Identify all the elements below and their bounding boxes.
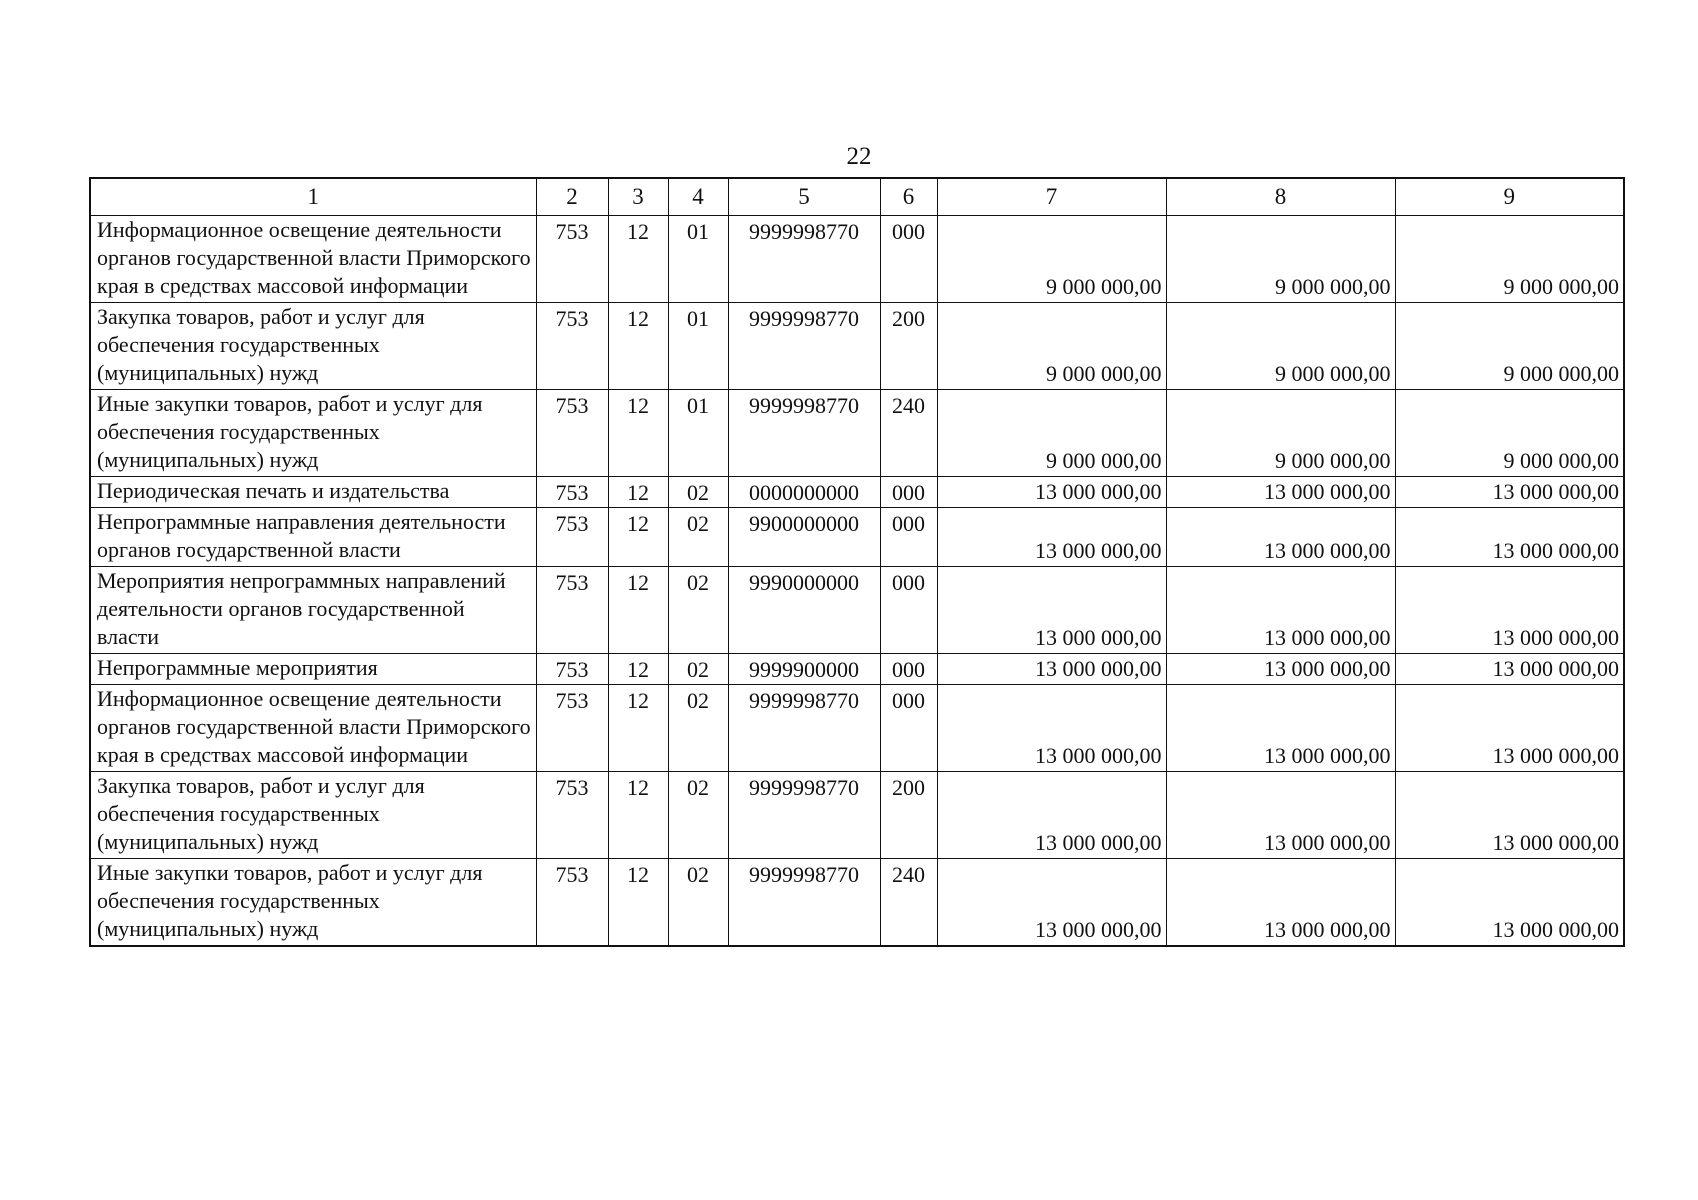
item-name-cell: Закупка товаров, работ и услуг для обеспечения государственных (муниципальных) нужд xyxy=(90,303,536,390)
amount-col8-cell: 9 000 000,00 xyxy=(1166,216,1395,303)
col3-cell: 12 xyxy=(608,772,668,859)
amount-col9-cell: 13 000 000,00 xyxy=(1395,654,1624,685)
col4-cell: 02 xyxy=(668,654,728,685)
header-cell-1: 1 xyxy=(90,178,536,216)
col4-cell: 01 xyxy=(668,303,728,390)
amount-col8-cell: 13 000 000,00 xyxy=(1166,654,1395,685)
col5-cell: 9999998770 xyxy=(728,303,880,390)
amount-col9-cell: 13 000 000,00 xyxy=(1395,772,1624,859)
col5-cell: 9900000000 xyxy=(728,508,880,567)
amount-col8-cell: 13 000 000,00 xyxy=(1166,477,1395,508)
amount-col8-cell: 9 000 000,00 xyxy=(1166,303,1395,390)
col2-cell: 753 xyxy=(536,772,608,859)
amount-col9-cell: 13 000 000,00 xyxy=(1395,859,1624,947)
table-row xyxy=(90,772,1624,859)
col6-cell: 000 xyxy=(880,216,937,303)
item-name-cell: Непрограммные направления деятельности органов государственной власти xyxy=(90,508,536,567)
col3-cell: 12 xyxy=(608,654,668,685)
col6-cell: 240 xyxy=(880,390,937,477)
amount-col7-cell: 13 000 000,00 xyxy=(937,567,1166,654)
col3-cell: 12 xyxy=(608,303,668,390)
col2-cell: 753 xyxy=(536,508,608,567)
col2-cell: 753 xyxy=(536,303,608,390)
col4-cell: 02 xyxy=(668,567,728,654)
amount-col9-cell: 13 000 000,00 xyxy=(1395,567,1624,654)
col2-cell: 753 xyxy=(536,859,608,947)
col5-cell: 9999998770 xyxy=(728,216,880,303)
col6-cell: 200 xyxy=(880,772,937,859)
amount-col9-cell: 9 000 000,00 xyxy=(1395,216,1624,303)
col3-cell: 12 xyxy=(608,508,668,567)
col5-cell: 9999998770 xyxy=(728,772,880,859)
header-cell-4: 4 xyxy=(668,178,728,216)
item-name-cell: Периодическая печать и издательства xyxy=(90,477,536,508)
header-cell-6: 6 xyxy=(880,178,937,216)
col4-cell: 02 xyxy=(668,772,728,859)
item-name-cell: Непрограммные мероприятия xyxy=(90,654,536,685)
amount-col7-cell: 13 000 000,00 xyxy=(937,685,1166,772)
amount-col8-cell: 9 000 000,00 xyxy=(1166,390,1395,477)
amount-col8-cell: 13 000 000,00 xyxy=(1166,772,1395,859)
amount-col7-cell: 13 000 000,00 xyxy=(937,859,1166,947)
table-row xyxy=(90,508,1624,567)
header-cell-3: 3 xyxy=(608,178,668,216)
col6-cell: 000 xyxy=(880,477,937,508)
item-name-cell: Информационное освещение деятельности органов государственной власти Приморского края в средствах массовой информации xyxy=(90,685,536,772)
amount-col9-cell: 13 000 000,00 xyxy=(1395,508,1624,567)
col6-cell: 000 xyxy=(880,508,937,567)
table-row xyxy=(90,567,1624,654)
amount-col7-cell: 9 000 000,00 xyxy=(937,216,1166,303)
item-name-cell: Иные закупки товаров, работ и услуг для обеспечения государственных (муниципальных) нужд xyxy=(90,390,536,477)
amount-col8-cell: 13 000 000,00 xyxy=(1166,567,1395,654)
amount-col7-cell: 13 000 000,00 xyxy=(937,772,1166,859)
col5-cell: 9999998770 xyxy=(728,859,880,947)
col2-cell: 753 xyxy=(536,390,608,477)
col6-cell: 000 xyxy=(880,654,937,685)
amount-col7-cell: 13 000 000,00 xyxy=(937,508,1166,567)
col4-cell: 02 xyxy=(668,685,728,772)
col3-cell: 12 xyxy=(608,477,668,508)
amount-col9-cell: 13 000 000,00 xyxy=(1395,685,1624,772)
col2-cell: 753 xyxy=(536,685,608,772)
col6-cell: 240 xyxy=(880,859,937,947)
table-row xyxy=(90,859,1624,947)
header-cell-7: 7 xyxy=(937,178,1166,216)
col2-cell: 753 xyxy=(536,477,608,508)
table-header-row xyxy=(90,178,1624,216)
amount-col7-cell: 13 000 000,00 xyxy=(937,477,1166,508)
amount-col7-cell: 9 000 000,00 xyxy=(937,303,1166,390)
amount-col9-cell: 13 000 000,00 xyxy=(1395,477,1624,508)
amount-col9-cell: 9 000 000,00 xyxy=(1395,390,1624,477)
col4-cell: 02 xyxy=(668,477,728,508)
col4-cell: 01 xyxy=(668,390,728,477)
col4-cell: 01 xyxy=(668,216,728,303)
amount-col8-cell: 13 000 000,00 xyxy=(1166,685,1395,772)
col5-cell: 0000000000 xyxy=(728,477,880,508)
amount-col9-cell: 9 000 000,00 xyxy=(1395,303,1624,390)
col5-cell: 9999900000 xyxy=(728,654,880,685)
item-name-cell: Закупка товаров, работ и услуг для обеспечения государственных (муниципальных) нужд xyxy=(90,772,536,859)
col3-cell: 12 xyxy=(608,685,668,772)
col2-cell: 753 xyxy=(536,654,608,685)
amount-col7-cell: 9 000 000,00 xyxy=(937,390,1166,477)
table-row xyxy=(90,303,1624,390)
item-name-cell: Информационное освещение деятельности органов государственной власти Приморского края в средствах массовой информации xyxy=(90,216,536,303)
table-row xyxy=(90,477,1624,508)
table-row xyxy=(90,685,1624,772)
amount-col7-cell: 13 000 000,00 xyxy=(937,654,1166,685)
amount-col8-cell: 13 000 000,00 xyxy=(1166,508,1395,567)
col4-cell: 02 xyxy=(668,508,728,567)
col2-cell: 753 xyxy=(536,216,608,303)
header-cell-9: 9 xyxy=(1395,178,1624,216)
header-cell-5: 5 xyxy=(728,178,880,216)
item-name-cell: Иные закупки товаров, работ и услуг для обеспечения государственных (муниципальных) нужд xyxy=(90,859,536,947)
col5-cell: 9999998770 xyxy=(728,390,880,477)
col5-cell: 9990000000 xyxy=(728,567,880,654)
col2-cell: 753 xyxy=(536,567,608,654)
col6-cell: 000 xyxy=(880,567,937,654)
item-name-cell: Мероприятия непрограммных направлений деятельности органов государственной власти xyxy=(90,567,536,654)
header-cell-8: 8 xyxy=(1166,178,1395,216)
col3-cell: 12 xyxy=(608,216,668,303)
col6-cell: 000 xyxy=(880,685,937,772)
table-row xyxy=(90,654,1624,685)
table-row xyxy=(90,216,1624,303)
col4-cell: 02 xyxy=(668,859,728,947)
col5-cell: 9999998770 xyxy=(728,685,880,772)
budget-table xyxy=(89,177,1625,947)
col3-cell: 12 xyxy=(608,567,668,654)
col6-cell: 200 xyxy=(880,303,937,390)
amount-col8-cell: 13 000 000,00 xyxy=(1166,859,1395,947)
col3-cell: 12 xyxy=(608,390,668,477)
table-row xyxy=(90,390,1624,477)
col3-cell: 12 xyxy=(608,859,668,947)
page-number: 22 xyxy=(846,143,872,170)
header-cell-2: 2 xyxy=(536,178,608,216)
